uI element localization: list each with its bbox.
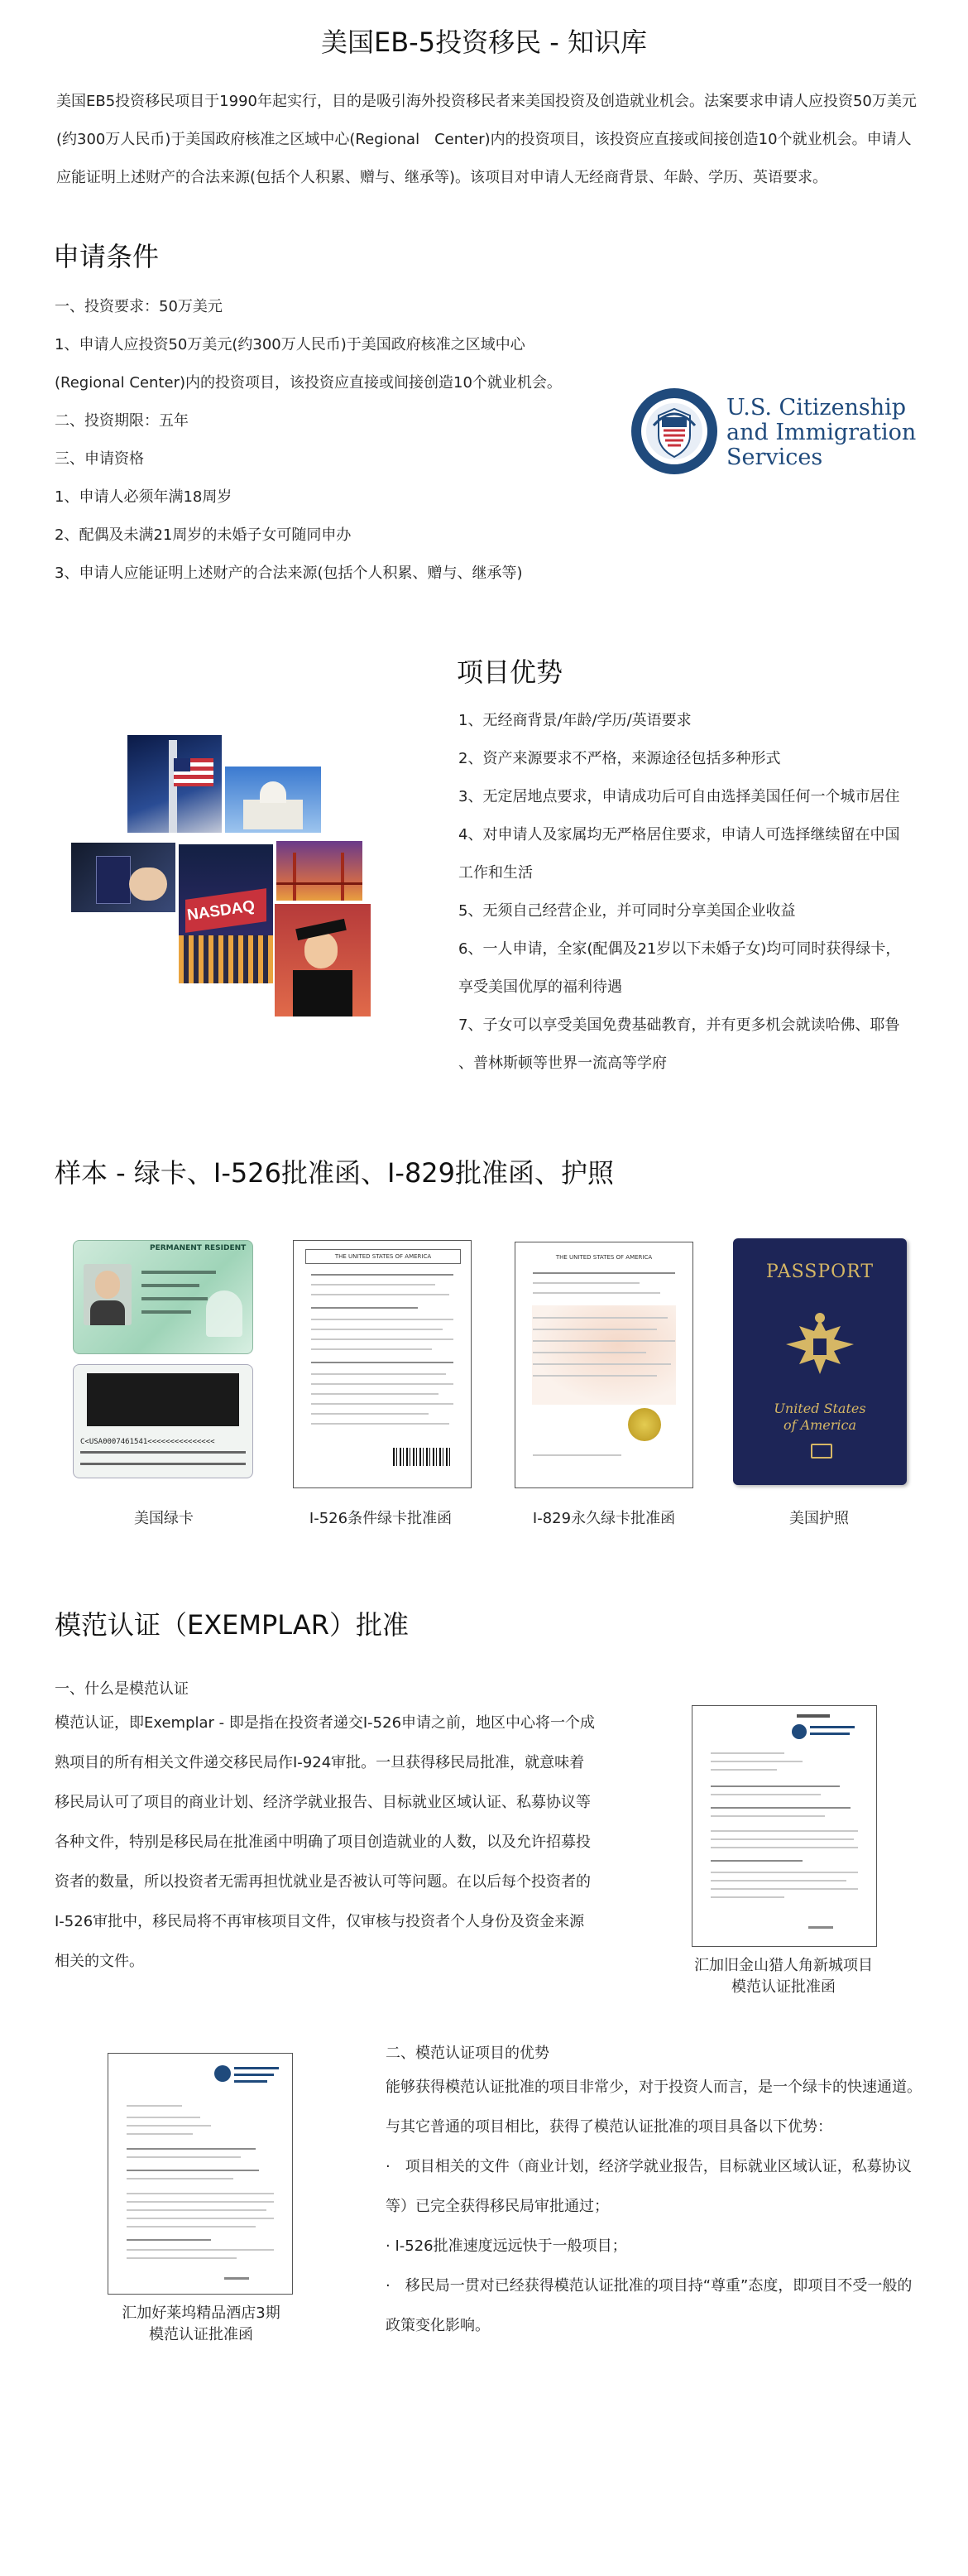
green-card-image xyxy=(73,1240,253,1480)
capitol-photo xyxy=(225,767,321,833)
conditions-line: 三、申请资格 xyxy=(55,450,144,468)
conditions-line: 1、申请人必须年满18周岁 xyxy=(55,488,232,506)
samples-heading: 样本 - 绿卡、I-526批准函、I-829批准函、护照 xyxy=(55,1157,615,1189)
i526-approval-letter-image: THE UNITED STATES OF AMERICA xyxy=(293,1240,472,1488)
uscis-name-line1: U.S. Citizenship xyxy=(726,395,907,421)
conditions-line: 3、申请人应能证明上述财产的合法来源(包括个人积累、赠与、继承等) xyxy=(55,565,523,582)
conditions-line: 2、配偶及未满21周岁的未婚子女可随同申办 xyxy=(55,526,352,544)
eagle-emblem-icon xyxy=(774,1303,865,1394)
advantages-line: 工作和生活 xyxy=(458,864,533,882)
exemplar-paragraph-2: 能够获得模范认证批准的项目非常少，对于投资人而言，是一个绿卡的快速通道。与其它普通的项目相比，获得了模范认证批准的项目具备以下优势： xyxy=(386,2079,922,2136)
advantages-line: 、普林斯顿等世界一流高等学府 xyxy=(458,1055,667,1072)
exemplar-advantages xyxy=(386,2068,925,2346)
exemplar-bullet: · I-526批准速度远远快于一般项目； xyxy=(386,2237,627,2255)
exemplar-approval-letter-1-image xyxy=(692,1705,877,1947)
advantages-line: 4、对申请人及家属均无严格居住要求，申请人可选择继续留在中国 xyxy=(458,826,900,843)
green-card-back: C<USA0007461541<<<<<<<<<<<<<<< xyxy=(73,1364,253,1478)
advantages-line: 1、无经商背景/年龄/学历/英语要求 xyxy=(458,712,692,729)
seal-text xyxy=(632,462,633,463)
green-card-front: PERMANENT RESIDENT xyxy=(73,1240,253,1354)
conditions-heading: 申请条件 xyxy=(53,241,160,272)
conditions-line: 1、申请人应投资50万美元(约300万人民币)于美国政府核准之区域中心 xyxy=(55,336,525,353)
sample-caption: I-526条件绿卡批准函 xyxy=(309,1510,453,1527)
sample-caption: I-829永久绿卡批准函 xyxy=(532,1510,676,1527)
advantages-list xyxy=(458,702,900,1083)
advantages-heading: 项目优势 xyxy=(457,656,563,688)
conditions-list xyxy=(55,288,562,593)
i829-approval-letter-image: THE UNITED STATES OF AMERICA xyxy=(515,1242,693,1488)
nasdaq-photo xyxy=(179,844,273,983)
passport-hand-photo xyxy=(71,843,175,912)
bridge-photo xyxy=(276,841,362,901)
exemplar-bullet: · 移民局一贯对已经获得模范认证批准的项目持“尊重”态度，即项目不受一般的政策变化影响。 xyxy=(386,2277,913,2334)
exemplar-paragraph-1: 模范认证，即Exemplar - 即是指在投资者递交I-526申请之前，地区中心将一个成熟项目的所有相关文件递交移民局作I-924审批。一旦获得移民局批准，就意味着移民局认可了项目的商业计划、经济学就业报告、目标就业区域认证、私募协议等各种文件，特别是移民局在批准函中明确了项目创造就业的人数，以及允许招募投资者的数量，所以投资者无需再担忧就业是否被认可等问题。在以后每个投资者的I-526审批中，移民局将不再审核项目文件，仅审核与投资者个人身份及资金来源相关的文件。 xyxy=(55,1714,596,1970)
uscis-name-line3: Services xyxy=(726,445,823,470)
exemplar-letter-2-caption: 汇加好莱坞精品酒店3期 模范认证批准函 xyxy=(122,2304,280,2343)
us-passport-image: PASSPORT United States of America xyxy=(733,1238,907,1485)
advantages-line: 2、资产来源要求不严格，来源途径包括多种形式 xyxy=(458,750,781,767)
exemplar-bullet: · 项目相关的文件（商业计划，经济学就业报告，目标就业区域认证，私募协议等）已完全获得移民局审批通过； xyxy=(386,2158,912,2215)
exemplar-letter-1-caption: 汇加旧金山猎人角新城项目 模范认证批准函 xyxy=(694,1957,873,1996)
advantages-line: 7、子女可以享受美国免费基础教育，并有更多机会就读哈佛、耶鲁 xyxy=(458,1016,900,1034)
advantages-line: 享受美国优厚的福利待遇 xyxy=(458,978,622,996)
uscis-logo xyxy=(629,382,927,482)
exemplar-heading: 模范认证（EXEMPLAR）批准 xyxy=(55,1609,409,1641)
nasdaq-sign: NASDAQ xyxy=(185,897,256,925)
conditions-line: 二、投资期限：五年 xyxy=(55,412,189,430)
sample-caption: 美国绿卡 xyxy=(134,1510,194,1527)
sample-caption: 美国护照 xyxy=(789,1510,849,1527)
dhs-seal-icon xyxy=(629,386,720,477)
advantages-line: 6、一人申请，全家(配偶及21岁以下未婚子女)均可同时获得绿卡， xyxy=(458,940,901,958)
uscis-name-line2: and Immigration xyxy=(726,420,917,445)
conditions-line: (Regional Center)内的投资项目，该投资应直接或间接创造10个就业机会。 xyxy=(55,374,562,392)
exemplar-subheading-2: 二、模范认证项目的优势 xyxy=(386,2045,549,2062)
exemplar-approval-letter-2-image xyxy=(108,2053,293,2295)
graduate-photo xyxy=(275,904,371,1016)
flag-photo xyxy=(127,735,222,833)
intro-paragraph: 美国EB5投资移民项目于1990年起实行，目的是吸引海外投资移民者来美国投资及创造就业机会。法案要求申请人应投资50万美元(约300万人民币)于美国政府核准之区域中心(Regional Center)内的投资项目，该投资应直接或间接创造10个就业机会。申请人应能证明上述财产的合法来源(包括个人积累、赠与、继承等)。该项目对申请人无经商背景、年龄、学历、英语要求。 xyxy=(56,93,917,186)
conditions-line: 一、投资要求：50万美元 xyxy=(55,298,223,315)
exemplar-subheading-1: 一、什么是模范认证 xyxy=(55,1680,189,1698)
america-photo-collage xyxy=(71,735,386,1016)
advantages-line: 5、无须自己经营企业，并可同时分享美国企业收益 xyxy=(458,902,796,920)
page-title: 美国EB-5投资移民 - 知识库 xyxy=(321,26,647,58)
advantages-line: 3、无定居地点要求，申请成功后可自由选择美国任何一个城市居住 xyxy=(458,788,900,805)
